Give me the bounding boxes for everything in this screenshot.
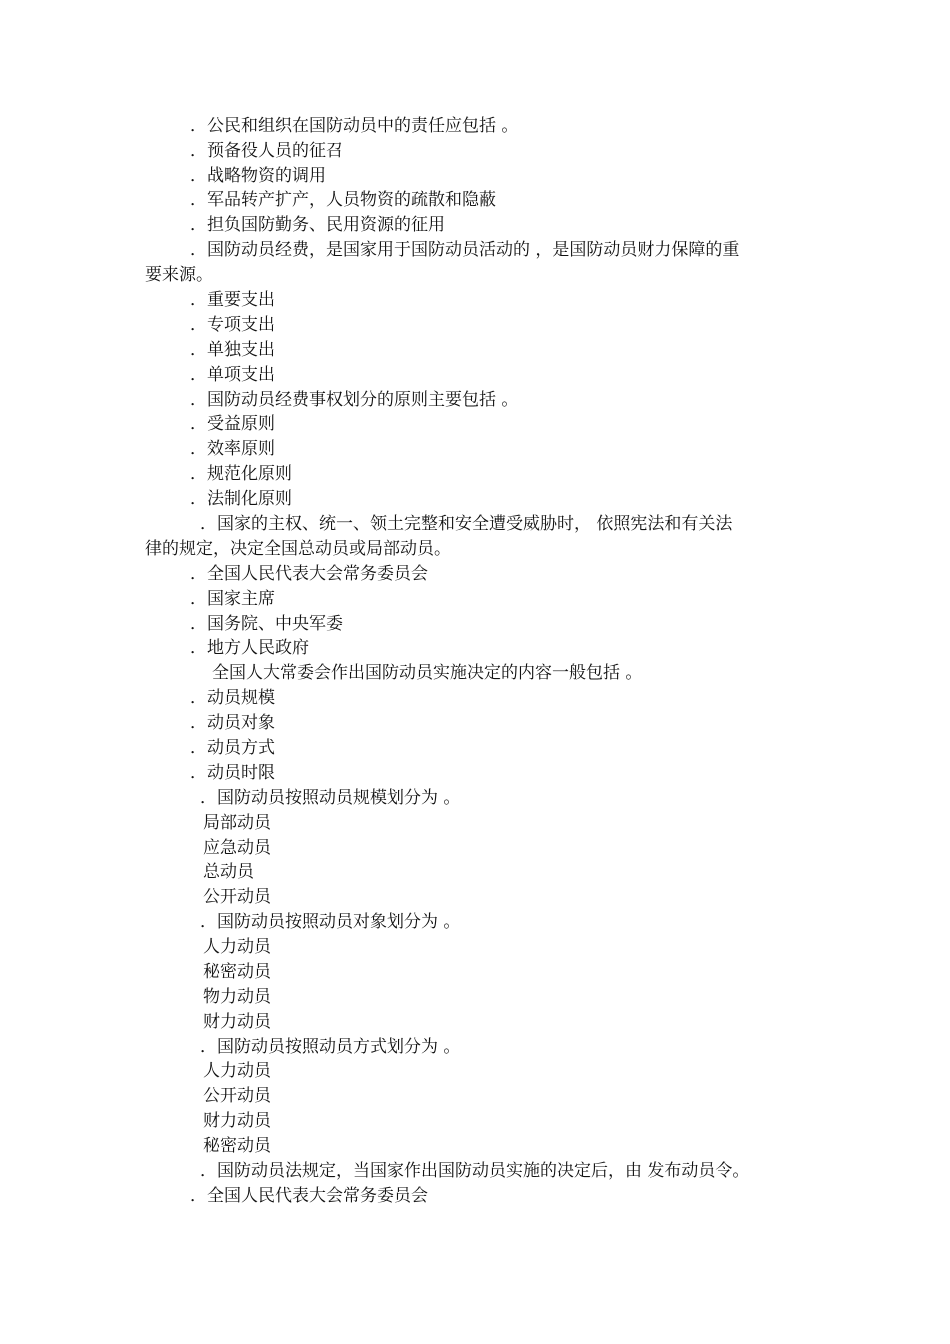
option-a: 人力动员 (203, 1061, 271, 1081)
option-c: ．单独支出 (190, 340, 275, 360)
option-b: ．国家主席 (190, 589, 275, 609)
question-stem: ．国防动员经费事权划分的原则主要包括 。 (190, 390, 519, 410)
question-stem: ．国防动员按照动员方式划分为 。 (200, 1037, 461, 1057)
option-c: ．国务院、中央军委 (190, 614, 343, 634)
option-a: ．全国人民代表大会常务委员会 (190, 564, 428, 584)
question-stem: ．公民和组织在国防动员中的责任应包括 。 (190, 116, 519, 136)
option-b: ．专项支出 (190, 315, 275, 335)
option-a: 人力动员 (203, 937, 271, 957)
option-c: 物力动员 (203, 987, 271, 1007)
question-stem: 全国人大常委会作出国防动员实施决定的内容一般包括 。 (212, 663, 643, 683)
option-a: ．预备役人员的征召 (190, 141, 343, 161)
option-b: 应急动员 (203, 838, 271, 858)
question-stem: ．国防动员法规定，当国家作出国防动员实施的决定后，由 发布动员令。 (200, 1161, 750, 1181)
option-b: ．动员对象 (190, 713, 275, 733)
option-b: 公开动员 (203, 1086, 271, 1106)
option-b: ．效率原则 (190, 439, 275, 459)
option-a: ．重要支出 (190, 290, 275, 310)
option-a: ．受益原则 (190, 414, 275, 434)
option-d: ．地方人民政府 (190, 638, 309, 658)
question-stem: ．国家的主权、统一、领土完整和安全遭受威胁时， 依照宪法和有关法 (200, 514, 733, 534)
option-d: ．动员时限 (190, 763, 275, 783)
option-c: 财力动员 (203, 1111, 271, 1131)
option-b: ．战略物资的调用 (190, 166, 326, 186)
question-stem-continued: 律的规定，决定全国总动员或局部动员。 (145, 539, 451, 559)
option-d: 秘密动员 (203, 1136, 271, 1156)
question-stem: ．国防动员经费，是国家用于国防动员活动的 ，是国防动员财力保障的重 (190, 240, 740, 260)
question-stem-continued: 要来源。 (145, 265, 213, 285)
option-d: ．担负国防勤务、民用资源的征用 (190, 215, 445, 235)
option-d: 公开动员 (203, 887, 271, 907)
option-a: 局部动员 (203, 813, 271, 833)
question-stem: ．国防动员按照动员规模划分为 。 (200, 788, 461, 808)
option-c: 总动员 (203, 862, 254, 882)
option-d: ．单项支出 (190, 365, 275, 385)
option-c: ．动员方式 (190, 738, 275, 758)
option-c: ．军品转产扩产，人员物资的疏散和隐蔽 (190, 190, 496, 210)
option-c: ．规范化原则 (190, 464, 292, 484)
option-d: 财力动员 (203, 1012, 271, 1032)
question-stem: ．国防动员按照动员对象划分为 。 (200, 912, 461, 932)
option-b: 秘密动员 (203, 962, 271, 982)
option-a: ．全国人民代表大会常务委员会 (190, 1186, 428, 1206)
option-d: ．法制化原则 (190, 489, 292, 509)
option-a: ．动员规模 (190, 688, 275, 708)
